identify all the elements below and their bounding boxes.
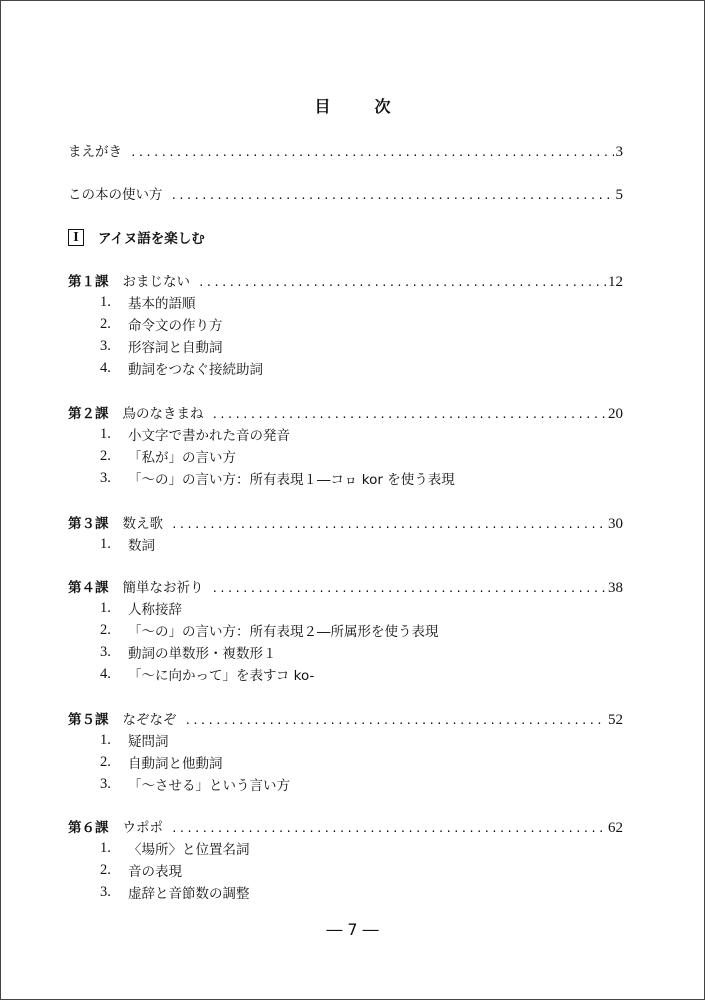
toc-subitem[interactable]: 3. 「～の」の言い方：所有表現１―コㇿ kor を使う表現 (100, 469, 455, 488)
dot-leader (171, 189, 614, 202)
lesson-title: 鳥のなきまね (122, 406, 204, 422)
toc-page-number: 30 (608, 516, 623, 532)
dot-leader (212, 408, 607, 421)
lesson-number: 第４課 (68, 580, 109, 596)
toc-page-number: 12 (608, 274, 623, 290)
part-heading (68, 227, 205, 247)
lesson-title: 数え歌 (122, 516, 163, 532)
toc-entry-lesson-1[interactable] (68, 270, 623, 290)
toc-entry-lesson-2[interactable] (68, 402, 623, 422)
toc-subitem[interactable]: 2. 音の表現 (100, 861, 182, 880)
lesson-number: 第５課 (68, 712, 109, 728)
page-title: 目 次 (314, 97, 405, 116)
dot-leader (212, 582, 607, 595)
toc-entry-lesson-5[interactable] (68, 708, 623, 728)
toc-page-number: 20 (608, 406, 623, 422)
toc-subitem[interactable]: 1. 〈場所〉と位置名詞 (100, 839, 250, 858)
lesson-number: 第６課 (68, 820, 109, 836)
toc-page-number: 3 (615, 144, 623, 160)
page-number-footer: ― 7 ― (326, 920, 379, 939)
lesson-title: なぞなぞ (122, 712, 177, 728)
dot-leader (171, 822, 606, 835)
lesson-number: 第３課 (68, 516, 109, 532)
dot-leader (171, 518, 606, 531)
toc-entry-lesson-3[interactable] (68, 512, 623, 532)
lesson-number: 第２課 (68, 406, 109, 422)
toc-subitem[interactable]: 2. 自動詞と他動詞 (100, 753, 223, 772)
toc-page-number: 38 (608, 580, 623, 596)
dot-leader (198, 276, 606, 289)
toc-entry-lesson-4[interactable] (68, 576, 623, 596)
dot-leader (130, 146, 614, 159)
lesson-title: おまじない (122, 274, 190, 290)
lesson-title: 簡単なお祈り (122, 580, 204, 596)
toc-subitem[interactable]: 3. 動詞の単数形・複数形１ (100, 643, 277, 662)
dot-leader (185, 714, 607, 727)
toc-subitem[interactable]: 4. 動詞をつなぐ接続助詞 (100, 359, 263, 378)
toc-entry-lesson-6[interactable] (68, 816, 623, 836)
toc-subitem[interactable]: 1. 疑問詞 (100, 731, 169, 750)
toc-subitem[interactable]: 2. 「～の」の言い方：所有表現２―所属形を使う表現 (100, 621, 439, 640)
part-title: アイヌ語を楽しむ (98, 231, 205, 247)
toc-page-number: 52 (608, 712, 623, 728)
toc-subitem[interactable]: 1. 人称接辞 (100, 599, 182, 618)
toc-subitem[interactable]: 1. 数詞 (100, 535, 155, 554)
toc-entry-preface[interactable] (68, 140, 623, 160)
toc-subitem[interactable]: 2. 「私が」の言い方 (100, 447, 236, 466)
toc-subitem[interactable]: 3. 形容詞と自動詞 (100, 337, 223, 356)
toc-page-number: 62 (608, 820, 623, 836)
lesson-number: 第１課 (68, 274, 109, 290)
toc-entry-how-to-use[interactable] (68, 183, 623, 203)
part-number-box: I (68, 229, 84, 246)
toc-subitem[interactable]: 1. 基本的語順 (100, 293, 196, 312)
toc-subitem[interactable]: 2. 命令文の作り方 (100, 315, 223, 334)
toc-subitem[interactable]: 1. 小文字で書かれた音の発音 (100, 425, 290, 444)
toc-entry-label: この本の使い方 (68, 187, 163, 203)
toc-subitem[interactable]: 3. 「～させる」という言い方 (100, 775, 290, 794)
toc-subitem[interactable]: 3. 虚辞と音節数の調整 (100, 883, 250, 902)
toc-entry-label: まえがき (68, 144, 122, 160)
lesson-title: ウポポ (122, 820, 163, 836)
toc-subitem[interactable]: 4. 「～に向かって」を表すコ ko- (100, 665, 315, 684)
toc-page-number: 5 (615, 187, 623, 203)
